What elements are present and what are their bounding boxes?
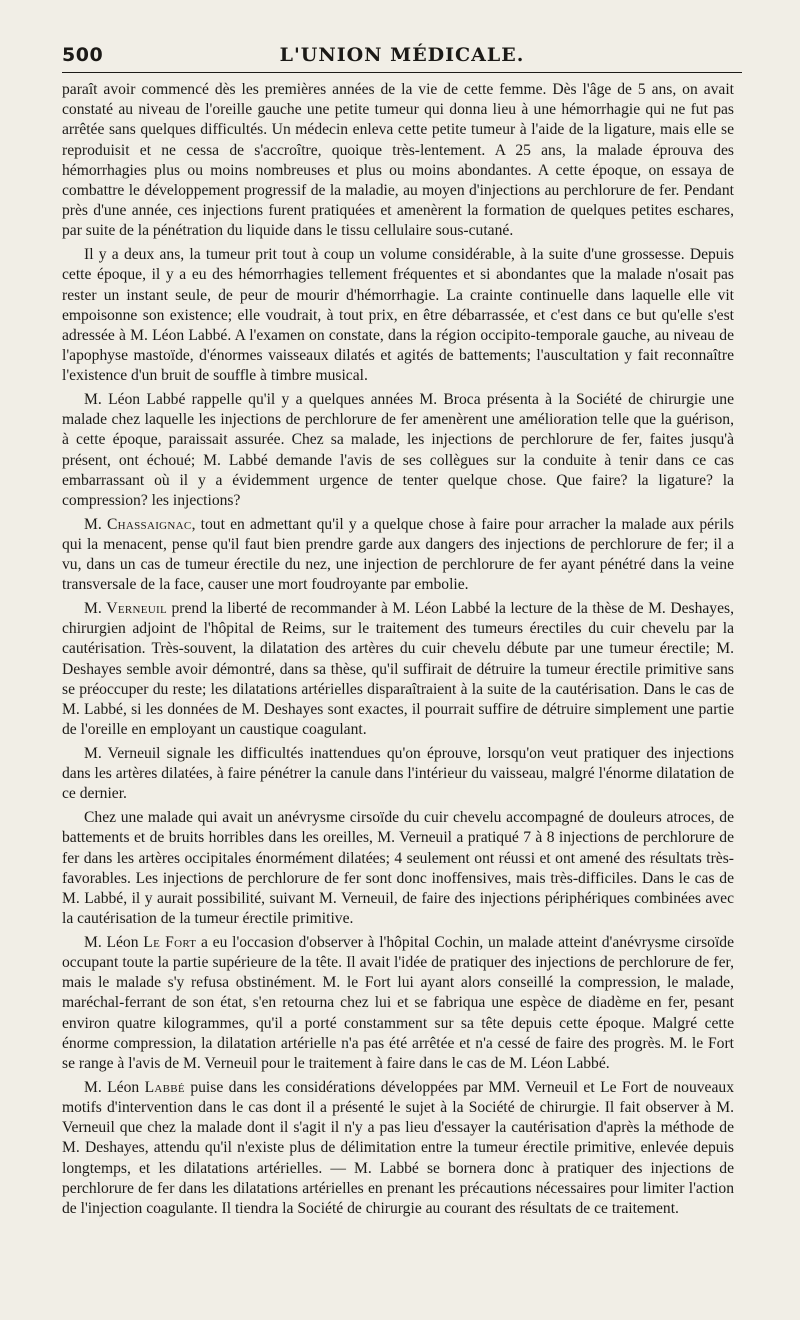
paragraph-9: M. Léon Labbé puise dans les considérations développées par MM. Verneuil et Le Fort de nouveaux motifs d'intervention dans le cas dont il a présenté le sujet à la Société de chirurgie. Il fait observer à M. Verneuil que chez la malade dont il s'agit il n'y a pas lieu d'essayer la cautérisation d'après la méthode de M. Deshayes, attendu qu'il n'existe plus de délimitation entre la tumeur érectile primitive, enlevée depuis longtemps, et les dilatations artérielles. — M. Labbé se bornera donc à pratiquer des injections de perchlorure de fer dans les dilatations artérielles en prenant les précautions nécessaires pour limiter l'action de l'injection coagulante. Il tiendra la Société de chirurgie au courant des résultats de ce traitement. <box>62 1078 734 1217</box>
journal-title: L'UNION MÉDICALE. <box>279 44 525 66</box>
paragraph-5: M. Verneuil prend la liberté de recommander à M. Léon Labbé la lecture de la thèse de M. Deshayes, chirurgien adjoint de l'hôpital de Reims, sur le traitement des tumeurs érectiles du cuir chevelu par la cautérisation. Très-souvent, la dilatation des artères du cuir chevelu débute par une tumeur érectile; M. Deshayes semble avoir démontré, dans sa thèse, qu'il suffirait de détruire la tumeur érectile primitive sans se préoccuper du reste; les dilatations artérielles disparaîtraient à la suite de la cautérisation. Dans le cas de M. Labbé, si les données de M. Deshayes sont exactes, il pourrait suffire de détruire simplement une partie de l'oreille en employant un caustique coagulant. <box>62 600 734 739</box>
speaker-name: Labbé <box>144 1078 185 1096</box>
header-rule <box>62 72 742 73</box>
paragraph-3: M. Léon Labbé rappelle qu'il y a quelques années M. Broca présenta à la Société de chirurgie une malade chez laquelle les injections de perchlorure de fer amenèrent une amélioration telle que la guérison, à cette époque, paraissait assurée. Chez sa malade, les injections de perchlorure de fer, faites jusqu'à présent, ont échoué; M. Labbé demande l'avis de ses collègues sur la conduite à tenir dans ce cas embarrassant où il y a évidemment urgence de tenter quelque chose. Que faire? la ligature? la compression? les injections? <box>62 391 734 510</box>
paragraph-7: Chez une malade qui avait un anévrysme cirsoïde du cuir chevelu accompagné de douleurs atroces, de battements et de bruits horribles dans les oreilles, M. Verneuil a pratiqué 7 à 8 injections de perchlorure de fer dans les artères occipitales énormément dilatées; 4 seulement ont réussi et ont amené des résultats très-favorables. Les injections de perchlorure de fer sont donc inoffensives, mais très-difficiles. Dans le cas de M. Labbé, il y aurait possibilité, suivant M. Verneuil, de faire des injections périphériques combinées avec la cautérisation de la tumeur érectile primitive. <box>62 809 734 928</box>
paragraph-2: Il y a deux ans, la tumeur prit tout à coup un volume considérable, à la suite d'une grossesse. Depuis cette époque, il y a eu des hémorrhagies tellement fréquentes et si abondantes que la malade n'osait pas rester un instant seule, de peur de mourir d'hémorrhagie. La crainte continuelle dans laquelle elle vit empoisonne son existence; elle voudrait, à tout prix, en être débarrassée, et c'est dans ce but qu'elle s'est adressée à M. Léon Labbé. A l'examen on constate, dans la région occipito-temporale gauche, au niveau de l'apophyse mastoïde, d'énormes vaisseaux dilatés et agités de battements; l'auscultation y fait reconnaître l'existence d'un bruit de souffle à timbre musical. <box>62 246 734 385</box>
speaker-name: Le Fort <box>143 933 197 951</box>
paragraph-1: paraît avoir commencé dès les premières années de la vie de cette femme. Dès l'âge de 5 ans, on avait constaté au niveau de l'oreille gauche une petite tumeur qui donna lieu à une hémorrhagie qui ne fut pas arrêtée sans quelques difficultés. Un médecin enleva cette petite tumeur à l'aide de la ligature, mais elle se reproduisit et ne cessa de s'accroître, quoique très-lentement. A 25 ans, la malade éprouva des hémorrhagies plus ou moins nombreuses et plus ou moins abondantes. A cette époque, on essaya de combattre le développement progressif de la maladie, au moyen d'injections au perchlorure de fer. Pendant près d'une année, ces injections furent pratiquées et amenèrent la formation de quelques petites eschares, par suite de la pénétration du liquide dans le tissu cellulaire sous-cutané. <box>62 81 734 240</box>
page-header <box>62 44 742 70</box>
paragraph-8: M. Léon Le Fort a eu l'occasion d'observer à l'hôpital Cochin, un malade atteint d'anévrysme cirsoïde occupant toute la partie supérieure de la tête. Il avait l'idée de pratiquer des injections de perchlorure de fer, mais le malade s'y refusa obstinément. M. le Fort lui ayant alors conseillé la compression, le malade, maréchal-ferrant de son état, s'en retourna chez lui et se fabriqua une espèce de diadème en fer, pesant environ quatre kilogrammes, qu'il a porté constamment sur sa tête depuis cette époque. Malgré cette énorme compression, la dilatation artérielle n'a pas été arrêtée et n'a cessé de faire des progrès. M. le Fort se range à l'avis de M. Verneuil pour le traitement à faire dans le cas de M. Léon Labbé. <box>62 933 734 1073</box>
paragraph-6: M. Verneuil signale les difficultés inattendues qu'on éprouve, lorsqu'on veut pratiquer des injections dans les artères dilatées, à faire pénétrer la canule dans l'intérieur du vaisseau, malgré l'énorme dilatation de ce dernier. <box>62 745 734 803</box>
article-body <box>62 80 734 1223</box>
page-number: 500 <box>62 44 104 66</box>
speaker-name: Verneuil <box>106 600 167 618</box>
speaker-name: Chassaignac <box>106 515 192 533</box>
paragraph-4: M. Chassaignac, tout en admettant qu'il y a quelque chose à faire pour arracher la malade aux périls qui la menacent, pense qu'il faut bien prendre garde aux dangers des injections de perchlorure de fer; il a vu, dans un cas de tumeur érectile du nez, une injection de perchlorure de fer ayant pénétré dans la veine transversale de la face, causer une mort foudroyante par embolie. <box>62 515 734 594</box>
